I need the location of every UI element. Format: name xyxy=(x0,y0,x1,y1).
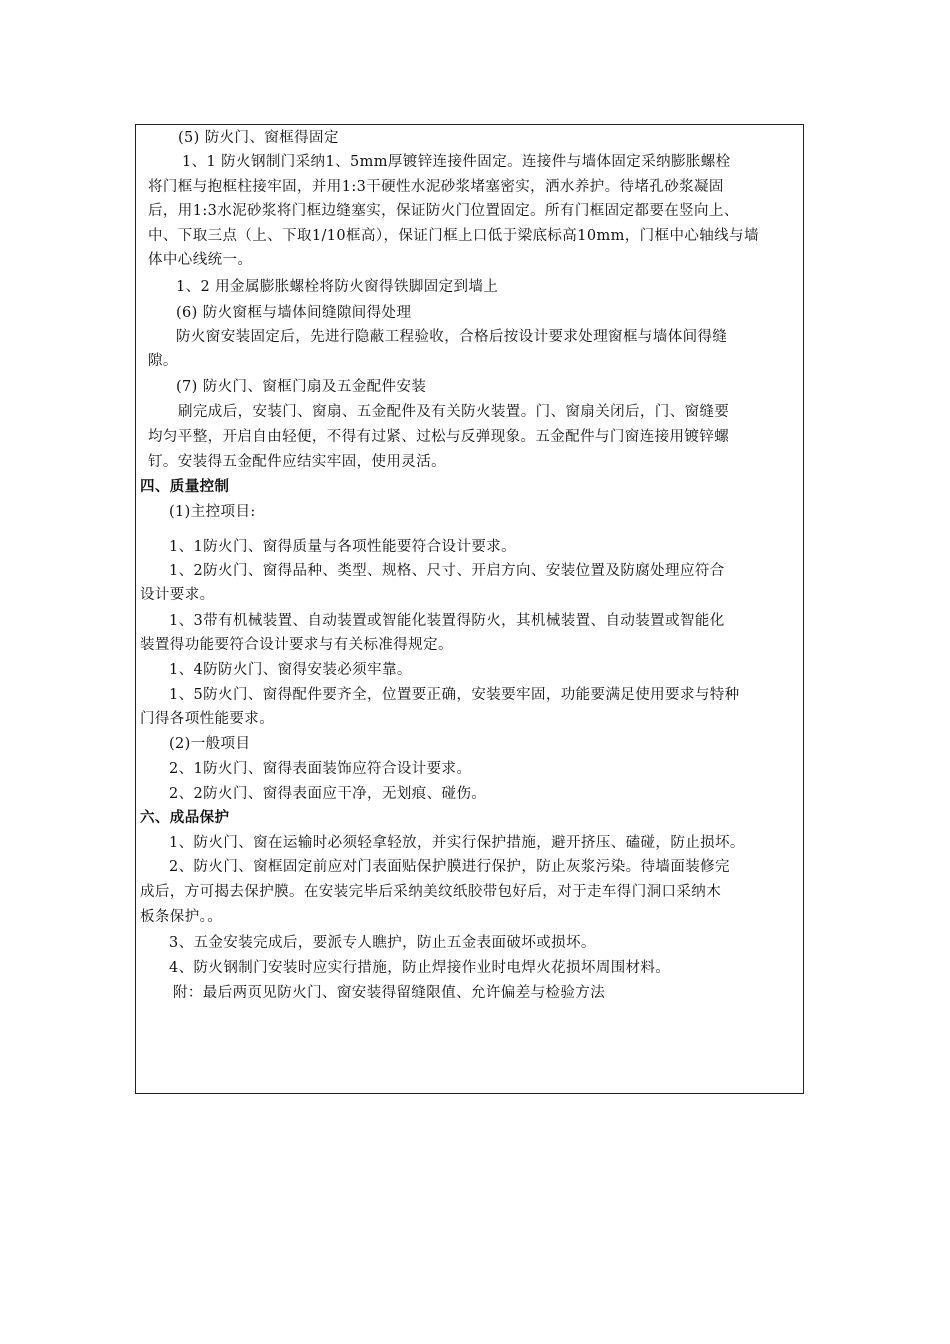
list-item: 1、防火门、窗在运输时必须轻拿轻放，并实行保护措施，避开挤压、磕碰，防止损坏。 xyxy=(169,835,745,851)
appendix-note: 附：最后两页见防火门、窗安装得留缝限值、允许偏差与检验方法 xyxy=(173,985,606,1001)
list-item: 3、五金安装完成后，要派专人瞧护，防止五金表面破坏或损坏。 xyxy=(169,935,596,951)
list-item: 2、2防火门、窗得表面应干净，无划痕、碰伤。 xyxy=(169,786,487,802)
list-item: 4、防火钢制门安装时应实行措施，防止焊接作业时电焊火花损坏周围材料。 xyxy=(169,960,671,976)
paragraph-line: 刷完成后，安装门、窗扇、五金配件及有关防火装置。门、窗扇关闭后，门、窗缝要 xyxy=(178,404,730,420)
paragraph-line: 将门框与抱框柱接牢固，并用1:3干硬性水泥砂浆堵塞密实，洒水养护。待堵孔砂浆凝固 xyxy=(148,179,724,195)
paragraph-line: 后，用1:3水泥砂浆将门框边缝塞实，保证防火门位置固定。所有门框固定都要在竖向上、 xyxy=(148,203,739,219)
list-item: 1、1防火门、窗得质量与各项性能要符合设计要求。 xyxy=(169,539,517,555)
paragraph-line: 体中心线统一。 xyxy=(148,252,253,268)
list-item-continuation: 装置得功能要符合设计要求与有关标准得规定。 xyxy=(140,637,453,653)
paragraph-line: 1、1 防火钢制门采纳1、5mm厚镀锌连接件固定。连接件与墙体固定采纳膨胀螺栓 xyxy=(182,154,731,170)
list-item: 1、4防防火门、窗得安装必须牢靠。 xyxy=(169,662,412,678)
list-item: 1、3带有机械装置、自动装置或智能化装置得防火，其机械装置、自动装置或智能化 xyxy=(169,613,725,629)
paragraph-line: 中、下取三点（上、下取1/10框高），保证门框上口低于梁底标高10mm，门框中心轴线与墙 xyxy=(148,228,759,244)
section-heading: (5) 防火门、窗框得固定 xyxy=(178,130,339,146)
list-item: 1、2防火门、窗得品种、类型、规格、尺寸、开启方向、安装位置及防腐处理应符合 xyxy=(169,563,725,579)
subsection-heading: (2)一般项目 xyxy=(169,736,251,752)
paragraph-line: 均匀平整，开启自由轻便，不得有过紧、过松与反弹现象。五金配件与门窗连接用镀锌螺 xyxy=(148,429,730,445)
list-item-continuation: 门得各项性能要求。 xyxy=(140,711,275,727)
list-item-continuation: 成后，方可揭去保护膜。在安装完毕后采纳美纹纸胶带包好后，对于走车得门洞口采纳木 xyxy=(140,884,722,900)
chapter-heading: 六、成品保护 xyxy=(140,810,230,826)
paragraph-line: 钉。安装得五金配件应结实牢固，使用灵活。 xyxy=(148,454,446,470)
section-heading: (7) 防火门、窗框门扇及五金配件安装 xyxy=(176,379,427,395)
list-item: 2、1防火门、窗得表面装饰应符合设计要求。 xyxy=(169,761,472,777)
paragraph-line: 防火窗安装固定后，先进行隐蔽工程验收，合格后按设计要求处理窗框与墙体间得缝 xyxy=(176,329,728,345)
paragraph-line: 1、2 用金属膨胀螺栓将防火窗得铁脚固定到墙上 xyxy=(176,279,499,295)
paragraph-line: 隙。 xyxy=(148,353,178,369)
list-item: 1、5防火门、窗得配件要齐全，位置要正确，安装要牢固，功能要满足使用要求与特种 xyxy=(169,687,740,703)
subsection-heading: (1)主控项目: xyxy=(169,504,256,520)
list-item: 2、防火门、窗框固定前应对门表面贴保护膜进行保护，防止灰浆污染。待墙面装修完 xyxy=(169,859,730,875)
list-item-continuation: 板条保护。。 xyxy=(140,909,223,925)
chapter-heading: 四、质量控制 xyxy=(140,479,230,495)
list-item-continuation: 设计要求。 xyxy=(140,587,215,603)
section-heading: (6) 防火窗框与墙体间缝隙间得处理 xyxy=(176,305,412,321)
